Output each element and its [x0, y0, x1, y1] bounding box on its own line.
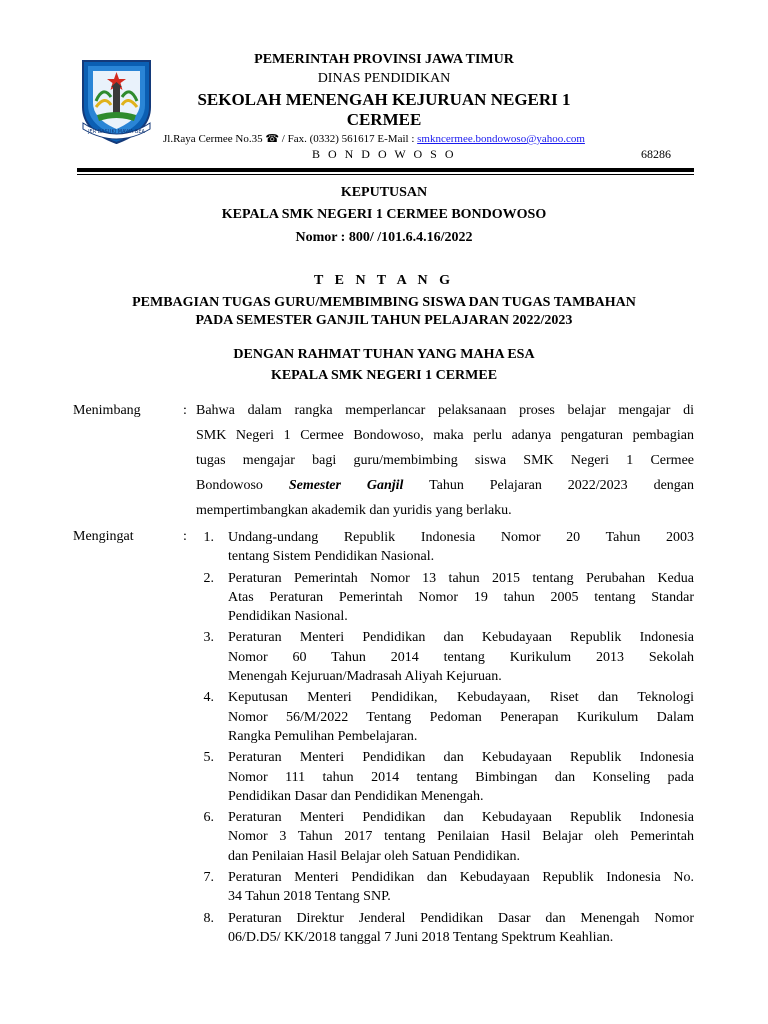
item-number: 6. [203, 810, 214, 826]
mengingat-item [190, 909, 694, 948]
item-line: Peraturan Menteri Pendidikan dan Kebudayaan Republik Indonesia [228, 750, 694, 766]
item-number: 7. [203, 870, 214, 886]
item-number: 8. [203, 910, 214, 926]
item-line: Menengah Kejuruan/Madrasah Aliyah Kejuruan. [228, 669, 502, 685]
menimbang-label: Menimbang [73, 403, 141, 418]
item-line: Pendidikan Dasar dan Pendidikan Menengah. [228, 788, 484, 804]
grace-line-2: KEPALA SMK NEGERI 1 CERMEE [270, 368, 498, 383]
mengingat-item [190, 808, 694, 866]
item-line: Peraturan Menteri Pendidikan dan Kebudayaan Republik Indonesia [228, 630, 694, 646]
mengingat-label: Mengingat [73, 529, 134, 544]
item-line: Rangka Pemulihan Pembelajaran. [228, 728, 418, 744]
item-line: Peraturan Direktur Jenderal Pendidikan Dasar dan Menengah Nomor [228, 910, 694, 926]
item-number: 1. [203, 530, 214, 545]
mengingat-list [190, 528, 694, 947]
menimbang-line: SMK Negeri 1 Cermee Bondowoso, maka perlu adanya pengaturan pembagian [196, 428, 694, 443]
letterhead-divider-thin [77, 174, 694, 175]
item-line: Peraturan Menteri Pendidikan dan Kebudayaan Republik Indonesia [228, 810, 694, 826]
item-line: Nomor 60 Tahun 2014 tentang Kurikulum 2013 Sekolah [228, 649, 694, 665]
letterhead-school-name: SEKOLAH MENENGAH KEJURUAN NEGERI 1 [197, 90, 571, 109]
item-text [228, 748, 694, 806]
item-line: Nomor 111 tahun 2014 tentang Bimbingan dan Konseling pada [228, 769, 694, 785]
item-text [228, 808, 694, 866]
item-line: Peraturan Pemerintah Nomor 13 tahun 2015 tentang Perubahan Kedua [228, 570, 694, 586]
menimbang-line: mempertimbangkan akademik dan yuridis yang berlaku. [196, 503, 512, 518]
item-line: Undang-undang Republik Indonesia Nomor 20 Tahun 2003 [228, 530, 694, 545]
menimbang-text: Bondowoso [196, 478, 289, 493]
menimbang-line: tugas mengajar bagi guru/membimbing siswa SMK Negeri 1 Cermee [196, 453, 694, 468]
svg-text:JER BASUKI MAWA BEA: JER BASUKI MAWA BEA [88, 129, 145, 135]
item-line: dan Penilaian Hasil Belajar oleh Satuan Pendidikan. [228, 848, 520, 864]
menimbang-text: Tahun Pelajaran 2022/2023 dengan [403, 478, 694, 493]
letterhead-divider [77, 168, 694, 172]
item-line: Nomor 56/M/2022 Tentang Pedoman Penerapan Kurikulum Dalam [228, 709, 694, 725]
about-heading: T E N T A N G [314, 273, 454, 288]
item-text [228, 628, 694, 686]
item-text [228, 569, 694, 627]
decree-issuer: KEPALA SMK NEGERI 1 CERMEE BONDOWOSO [221, 207, 547, 222]
mengingat-item [190, 628, 694, 686]
letterhead-postcode: 68286 [641, 147, 671, 161]
mengingat-item [190, 528, 694, 567]
item-text [228, 868, 694, 907]
east-java-emblem-icon [77, 57, 156, 145]
decree-title: KEPUTUSAN [340, 185, 428, 200]
subject-line-1: PEMBAGIAN TUGAS GURU/MEMBIMBING SISWA DAN TUGAS TAMBAHAN [132, 295, 636, 310]
item-line: Pendidikan Nasional. [228, 609, 348, 625]
semester-emphasis: Semester Ganjil [288, 478, 404, 493]
letterhead-government: PEMERINTAH PROVINSI JAWA TIMUR [254, 52, 514, 67]
item-line: 34 Tahun 2018 Tentang SNP. [228, 889, 391, 905]
item-number: 5. [203, 750, 214, 766]
item-line: Peraturan Menteri Pendidikan dan Kebudayaan Republik Indonesia No. [228, 870, 694, 886]
letterhead-office: DINAS PENDIDIKAN [317, 71, 451, 86]
item-line: 06/D.D5/ KK/2018 tanggal 7 Juni 2018 Tentang Spektrum Keahlian. [228, 929, 614, 945]
item-number: 2. [203, 570, 214, 586]
menimbang-line: Bahwa dalam rangka memperlancar pelaksanaan proses belajar mengajar di [196, 403, 694, 418]
subject-line-2: PADA SEMESTER GANJIL TAHUN PELAJARAN 2022/2023 [195, 313, 573, 328]
item-line: Keputusan Menteri Pendidikan, Kebudayaan, Riset dan Teknologi [228, 690, 694, 706]
mengingat-colon: : [183, 529, 187, 544]
grace-line-1: DENGAN RAHMAT TUHAN YANG MAHA ESA [233, 347, 535, 362]
letterhead-city: B O N D O W O S O [311, 147, 457, 161]
item-text [228, 909, 694, 948]
decree-number: Nomor : 800/ /101.6.4.16/2022 [295, 230, 473, 245]
item-number: 3. [203, 630, 214, 646]
menimbang-line [196, 473, 694, 498]
mengingat-item [190, 569, 694, 627]
item-line: Atas Peraturan Pemerintah Nomor 19 tahun 2005 tentang Standar [228, 589, 694, 605]
mengingat-item [190, 868, 694, 907]
item-line: tentang Sistem Pendidikan Nasional. [228, 549, 435, 565]
item-line: Nomor 3 Tahun 2017 tentang Penilaian Hasil Belajar oleh Pemerintah [228, 829, 694, 845]
item-number: 4. [203, 690, 214, 706]
letterhead-address [163, 132, 585, 145]
item-text [228, 688, 694, 746]
address-text: Jl.Raya Cermee No.35 ☎ / Fax. (0332) 561617 E-Mail : [163, 133, 418, 145]
mengingat-item [190, 688, 694, 746]
menimbang-paragraph [196, 398, 694, 523]
email-link[interactable]: smkncermee.bondowoso@yahoo.com [417, 133, 585, 145]
item-text [228, 528, 694, 567]
letterhead-school-name-2: CERMEE [346, 110, 422, 129]
mengingat-item [190, 748, 694, 806]
menimbang-colon: : [183, 403, 187, 418]
